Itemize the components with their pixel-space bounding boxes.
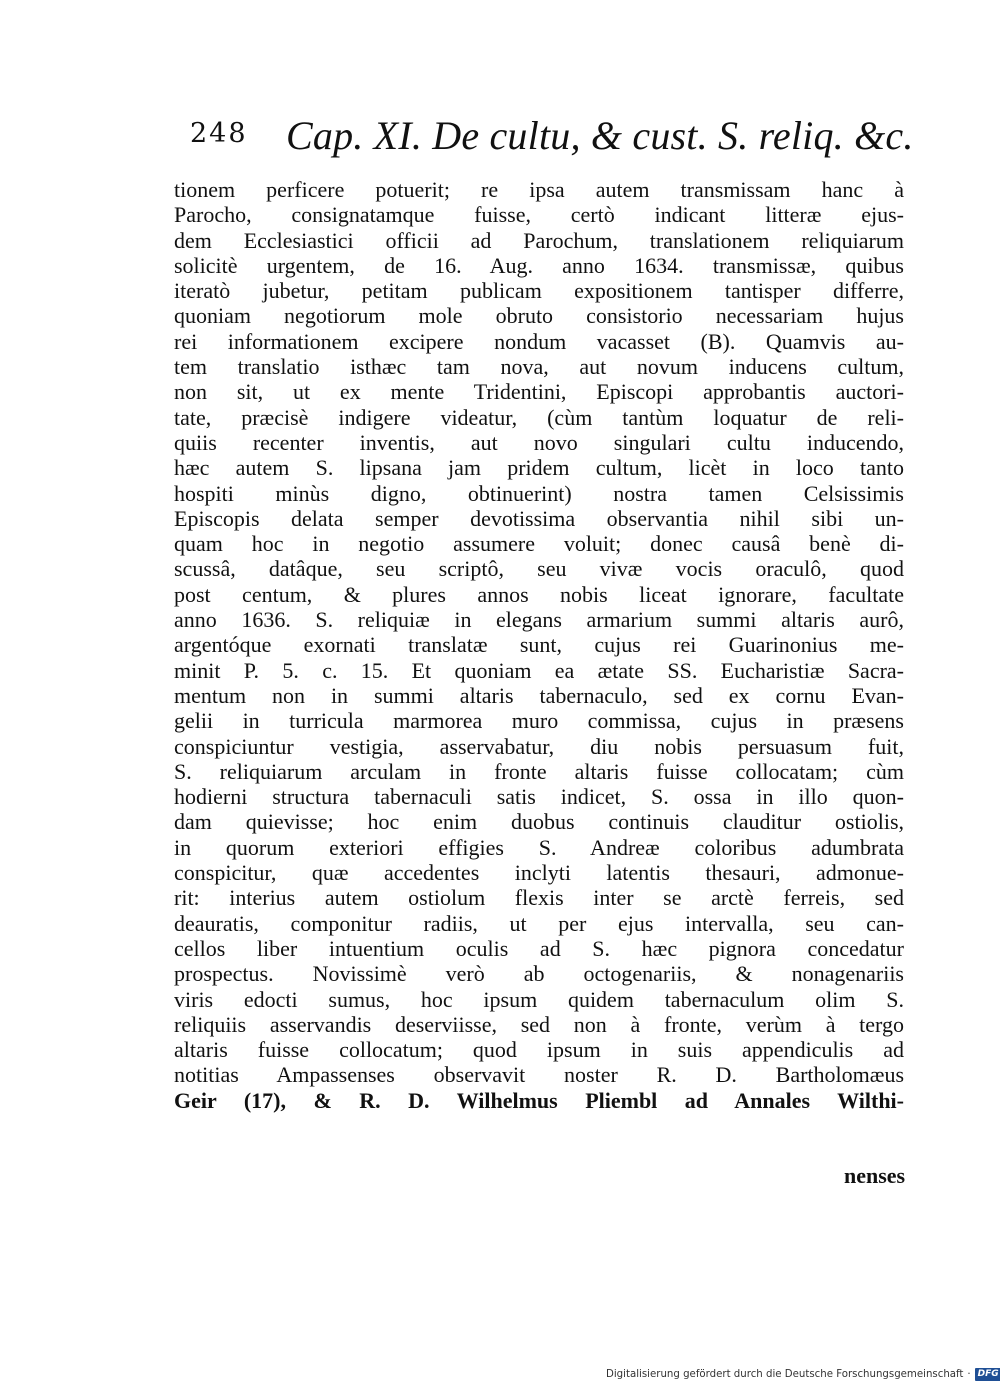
page-number: 248: [190, 118, 248, 149]
text-line: Episcopis delata semper devotissima observantia nihil sibi un-: [174, 505, 904, 531]
text-line: cellos liber intuentium oculis ad S. hæc pignora concedatur: [174, 935, 904, 961]
text-line: rei informationem excipere nondum vacasset (B). Quamvis au-: [174, 328, 904, 354]
text-line: Geir (17), & R. D. Wilhelmus Pliembl ad Annales Wilthi-: [174, 1087, 904, 1113]
text-line: rit: interius autem ostiolum flexis inter se arctè ferreis, sed: [174, 885, 904, 911]
text-line: quam hoc in negotio assumere voluit; donec causâ benè di-: [174, 531, 904, 557]
text-line: hospiti minùs digno, obtinuerint) nostra tamen Celsissimis: [174, 480, 904, 506]
text-line: in quorum exteriori effigies S. Andreæ coloribus adumbrata: [174, 834, 904, 860]
text-line: quoniam negotiorum mole obruto consistorio necessariam hujus: [174, 303, 904, 329]
text-line: minit P. 5. c. 15. Et quoniam ea ætate SS. Eucharistiæ Sacra-: [174, 657, 904, 683]
text-line: reliquiis asservandis deserviisse, sed non à fronte, verùm à tergo: [174, 1011, 904, 1037]
text-line: iteratò jubetur, petitam publicam expositionem tantisper differre,: [174, 278, 904, 304]
body-text: [174, 177, 904, 1113]
footer-credit: Digitalisierung gefördert durch die Deutsche Forschungsgemeinschaft: [606, 1368, 964, 1380]
text-line: anno 1636. S. reliquiæ in elegans armarium summi altaris aurô,: [174, 607, 904, 633]
catchword: nenses: [844, 1163, 906, 1188]
digitization-footer: [606, 1366, 1000, 1382]
text-line: non sit, ut ex mente Tridentini, Episcopi approbantis auctori-: [174, 379, 904, 405]
text-line: notitias Ampassenses observavit noster R. D. Bartholomæus: [174, 1062, 904, 1088]
text-line: tionem perficere potuerit; re ipsa autem transmissam hanc à: [174, 177, 904, 202]
text-line: post centum, & plures annos nobis liceat ignorare, facultate: [174, 581, 904, 607]
text-line: conspiciuntur vestigia, asservabatur, diu nobis persuasum fuit,: [174, 733, 904, 759]
text-line: prospectus. Novissimè verò ab octogenariis, & nonagenariis: [174, 961, 904, 987]
text-line: deauratis, componitur radiis, ut per ejus intervalla, seu can-: [174, 910, 904, 936]
text-line: Parocho, consignatamque fuisse, certò indicant litteræ ejus-: [174, 202, 904, 228]
page-header: [190, 112, 914, 162]
text-line: hæc autem S. lipsana jam pridem cultum, licèt in loco tanto: [174, 455, 904, 481]
text-line: tem translatio isthæc tam nova, aut novum inducens cultum,: [174, 354, 904, 380]
text-line: argentóque exornati translatæ sunt, cujus rei Guarinonius me-: [174, 632, 904, 658]
text-line: dam quievisse; hoc enim duobus continuis clauditur ostiolis,: [174, 809, 904, 835]
text-line: conspicitur, quæ accedentes inclyti latentis thesauri, admonue-: [174, 860, 904, 886]
text-line: hodierni structura tabernaculi satis indicet, S. ossa in illo quon-: [174, 784, 904, 810]
running-title: Cap. XI. De cultu, & cust. S. reliq. &c.: [286, 113, 914, 158]
text-line: S. reliquiarum arculam in fronte altaris fuisse collocatam; cùm: [174, 758, 904, 784]
text-line: altaris fuisse collocatum; quod ipsum in suis appendiculis ad: [174, 1037, 904, 1063]
text-line: gelii in turricula marmorea muro commissa, cujus in præsens: [174, 708, 904, 734]
text-line: viris edocti sumus, hoc ipsum quidem tabernaculum olim S.: [174, 986, 904, 1012]
dfg-logo: DFG: [975, 1368, 1000, 1381]
footer-separator: ·: [967, 1368, 971, 1380]
text-line: solicitè urgentem, de 16. Aug. anno 1634. transmissæ, quibus: [174, 252, 904, 278]
text-line: mentum non in summi altaris tabernaculo, sed ex cornu Evan-: [174, 682, 904, 708]
text-line: scussâ, datâque, seu scriptô, seu vivæ vocis oraculô, quod: [174, 556, 904, 582]
text-line: dem Ecclesiastici officii ad Parochum, translationem reliquiarum: [174, 227, 904, 253]
text-line: tate, præcisè indigere videatur, (cùm tantùm loquatur de reli-: [174, 404, 904, 430]
text-line: quiis recenter inventis, aut novo singulari cultu inducendo,: [174, 429, 904, 455]
